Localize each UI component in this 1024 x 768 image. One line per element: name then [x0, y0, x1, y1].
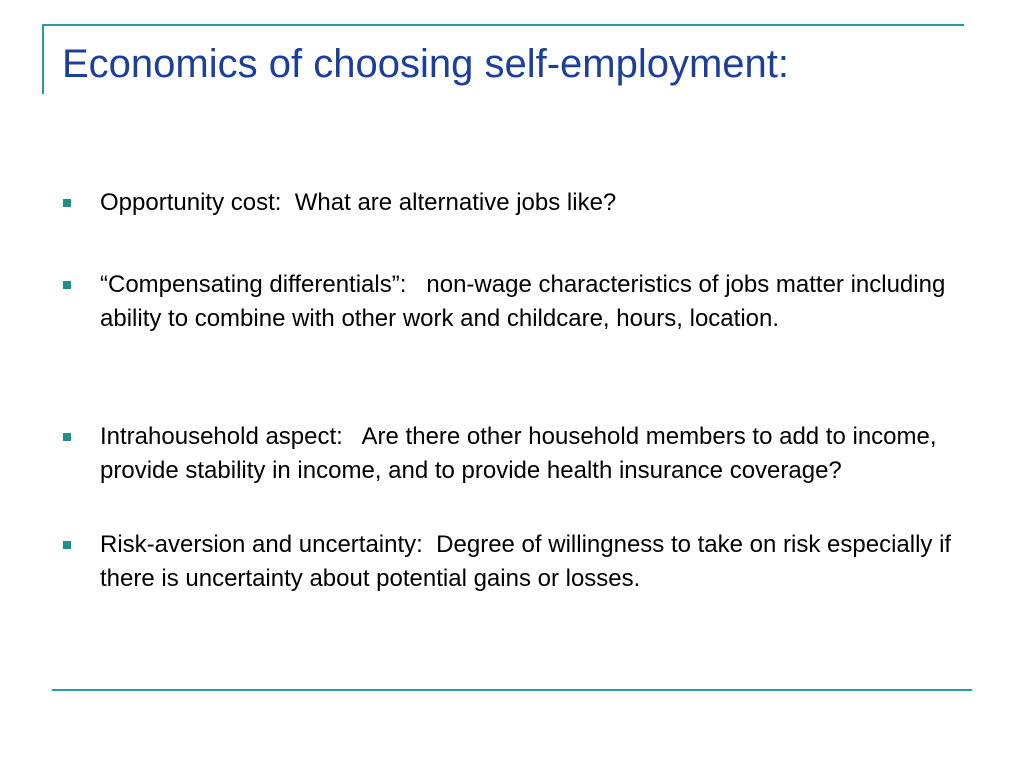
bullet-term: “Compensating differentials”: [100, 271, 407, 298]
slide-title: Economics of choosing self-employment: [62, 42, 789, 86]
bullet-item-risk-aversion [100, 528, 970, 596]
bullet-item-compensating-differentials [100, 268, 970, 336]
bullet-text: Degree of willingness to take on risk especially if there is uncertainty about potential gains or losses. [100, 531, 952, 592]
bullet-text: Are there other household members to add to income, provide stability in income, and to provide health insurance coverage? [100, 423, 937, 484]
square-bullet-icon [63, 433, 71, 441]
square-bullet-icon [63, 199, 71, 207]
bullet-term: Intrahousehold aspect: [100, 423, 343, 450]
footer-rule [52, 689, 972, 691]
bullet-item-intrahousehold-aspect [100, 420, 970, 488]
bullet-text: What are alternative jobs like? [294, 189, 617, 216]
square-bullet-icon [63, 281, 71, 289]
bullet-item-opportunity-cost [100, 186, 970, 220]
square-bullet-icon [63, 541, 71, 549]
bullet-term: Risk-aversion and uncertainty: [100, 531, 423, 558]
bullet-text: non-wage characteristics of jobs matter including ability to combine with other work and childcare, hours, location. [100, 271, 946, 332]
bullet-term: Opportunity cost: [100, 189, 282, 216]
